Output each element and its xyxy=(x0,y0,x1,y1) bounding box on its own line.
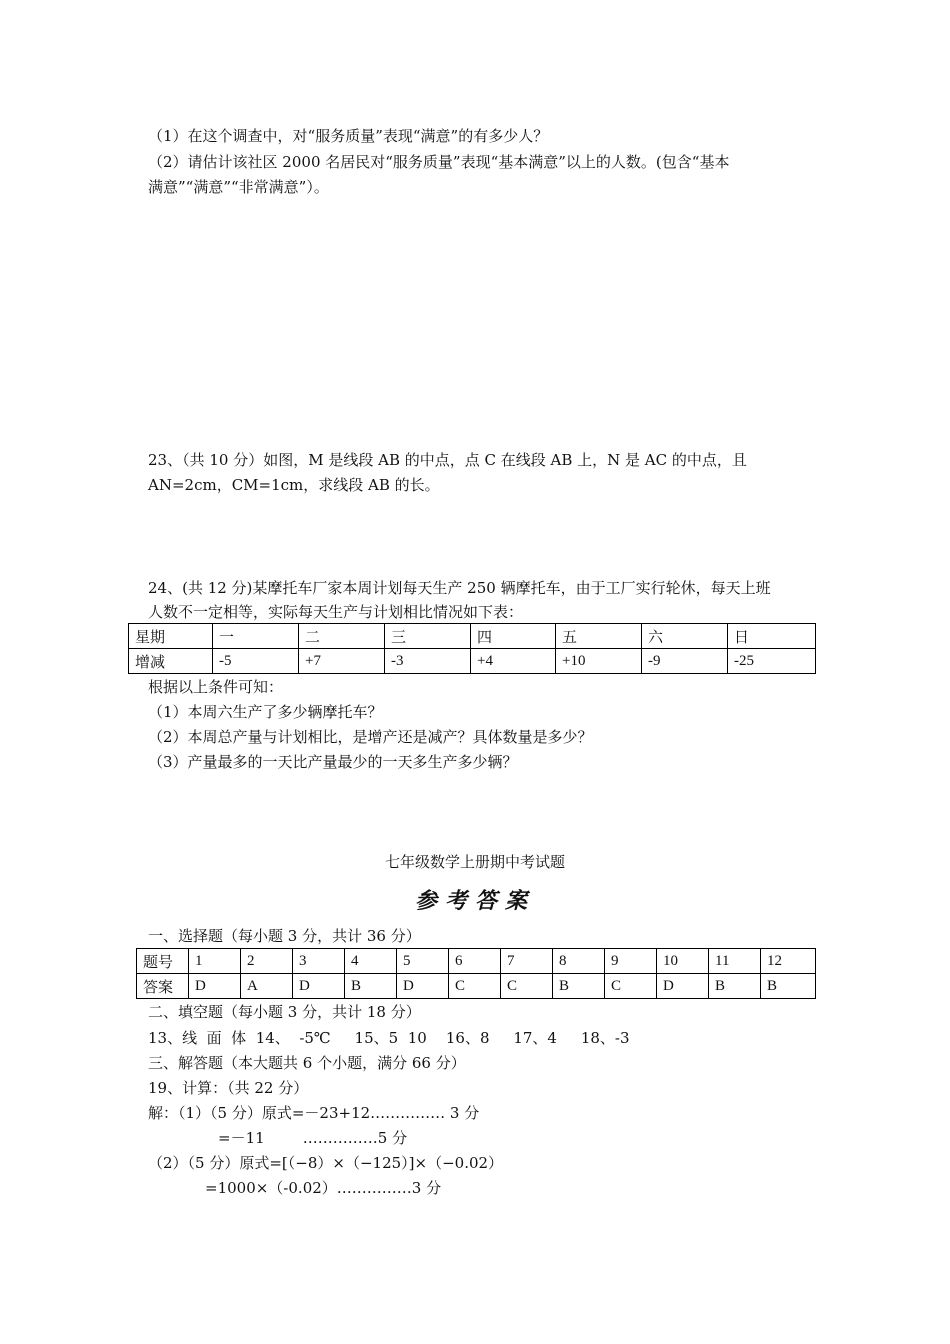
table-row xyxy=(137,949,816,974)
table-cell: 星期 xyxy=(129,624,213,649)
table-cell: -5 xyxy=(213,649,299,674)
table-cell: B xyxy=(709,974,761,999)
table-cell: C xyxy=(605,974,657,999)
q24-sub3: （3）产量最多的一天比产量最少的一天多生产多少辆？ xyxy=(148,753,518,771)
production-table xyxy=(128,623,816,674)
q23-statement-cont: AN=2cm，CM=1cm，求线段 AB 的长。 xyxy=(148,476,440,494)
answer-title: 参考答案 xyxy=(414,888,535,914)
table-cell: 五 xyxy=(556,624,642,649)
q19-step-4: =1000×（-0.02）……………3 分 xyxy=(205,1179,442,1197)
table-cell: B xyxy=(345,974,397,999)
section-solve-heading: 三、解答题（本大题共 6 个小题，满分 66 分） xyxy=(148,1054,466,1072)
table-cell: -25 xyxy=(728,649,816,674)
table-cell: C xyxy=(501,974,553,999)
q19-heading: 19、计算：（共 22 分） xyxy=(148,1079,309,1097)
q24-sub2: （2）本周总产量与计划相比，是增产还是减产？具体数量是多少？ xyxy=(148,728,593,746)
answer-table xyxy=(136,948,816,999)
table-cell: B xyxy=(553,974,605,999)
q22-sub1: （1）在这个调查中，对“服务质量”表现“满意”的有多少人？ xyxy=(148,127,549,145)
q19-step-2: =－11 ……………5 分 xyxy=(218,1129,408,1147)
table-cell: D xyxy=(189,974,241,999)
table-cell: 9 xyxy=(605,949,657,974)
q22-sub2-cont: 满意”“满意”“非常满意”）。 xyxy=(148,178,329,196)
q19-step-3: （2）（5 分）原式=[（−8）×（−125）]×（−0.02） xyxy=(148,1154,504,1172)
table-cell: 一 xyxy=(213,624,299,649)
table-cell: 四 xyxy=(471,624,556,649)
table-cell: 2 xyxy=(241,949,293,974)
table-cell: 10 xyxy=(657,949,709,974)
q24-statement-cont: 人数不一定相等，实际每天生产与计划相比情况如下表： xyxy=(148,603,524,621)
q19-step-1: 解：（1）（5 分）原式=－23+12…………… 3 分 xyxy=(148,1104,480,1122)
table-cell: B xyxy=(761,974,816,999)
fill-answers: 13、线 面 体 14、 -5℃ 15、5 10 16、8 17、4 18、-3 xyxy=(148,1029,630,1047)
table-row xyxy=(129,624,816,649)
q24-statement: 24、(共 12 分)某摩托车厂家本周计划每天生产 250 辆摩托车，由于工厂实行轮休，每天上班 xyxy=(148,579,771,597)
table-cell: C xyxy=(449,974,501,999)
table-cell: 11 xyxy=(709,949,761,974)
q24-sub1: （1）本周六生产了多少辆摩托车？ xyxy=(148,703,383,721)
table-cell: D xyxy=(293,974,345,999)
q24-intro: 根据以上条件可知： xyxy=(148,678,284,696)
table-cell: A xyxy=(241,974,293,999)
table-cell: 6 xyxy=(449,949,501,974)
table-cell: 7 xyxy=(501,949,553,974)
table-cell: 日 xyxy=(728,624,816,649)
table-cell: 4 xyxy=(345,949,397,974)
table-cell: 8 xyxy=(553,949,605,974)
table-cell: +4 xyxy=(471,649,556,674)
table-cell: 增减 xyxy=(129,649,213,674)
table-cell: 题号 xyxy=(137,949,189,974)
table-cell: +10 xyxy=(556,649,642,674)
table-cell: 二 xyxy=(299,624,385,649)
table-cell: 1 xyxy=(189,949,241,974)
table-cell: 三 xyxy=(385,624,471,649)
table-cell: 六 xyxy=(642,624,728,649)
table-cell: 3 xyxy=(293,949,345,974)
section-choice-heading: 一、选择题（每小题 3 分，共计 36 分） xyxy=(148,927,421,945)
table-row xyxy=(137,974,816,999)
section-fill-heading: 二、填空题（每小题 3 分，共计 18 分） xyxy=(148,1003,421,1021)
table-cell: D xyxy=(657,974,709,999)
table-cell: -9 xyxy=(642,649,728,674)
table-cell: 答案 xyxy=(137,974,189,999)
table-cell: D xyxy=(397,974,449,999)
q22-sub2: （2）请估计该社区 2000 名居民对“服务质量”表现“基本满意”以上的人数。(包含“基本 xyxy=(148,153,730,171)
q23-statement: 23、（共 10 分）如图，M 是线段 AB 的中点，点 C 在线段 AB 上，N 是 AC 的中点，且 xyxy=(148,451,747,469)
table-cell: 12 xyxy=(761,949,816,974)
table-cell: 5 xyxy=(397,949,449,974)
table-cell: -3 xyxy=(385,649,471,674)
answer-header: 七年级数学上册期中考试题 xyxy=(384,853,565,871)
table-row xyxy=(129,649,816,674)
table-cell: +7 xyxy=(299,649,385,674)
